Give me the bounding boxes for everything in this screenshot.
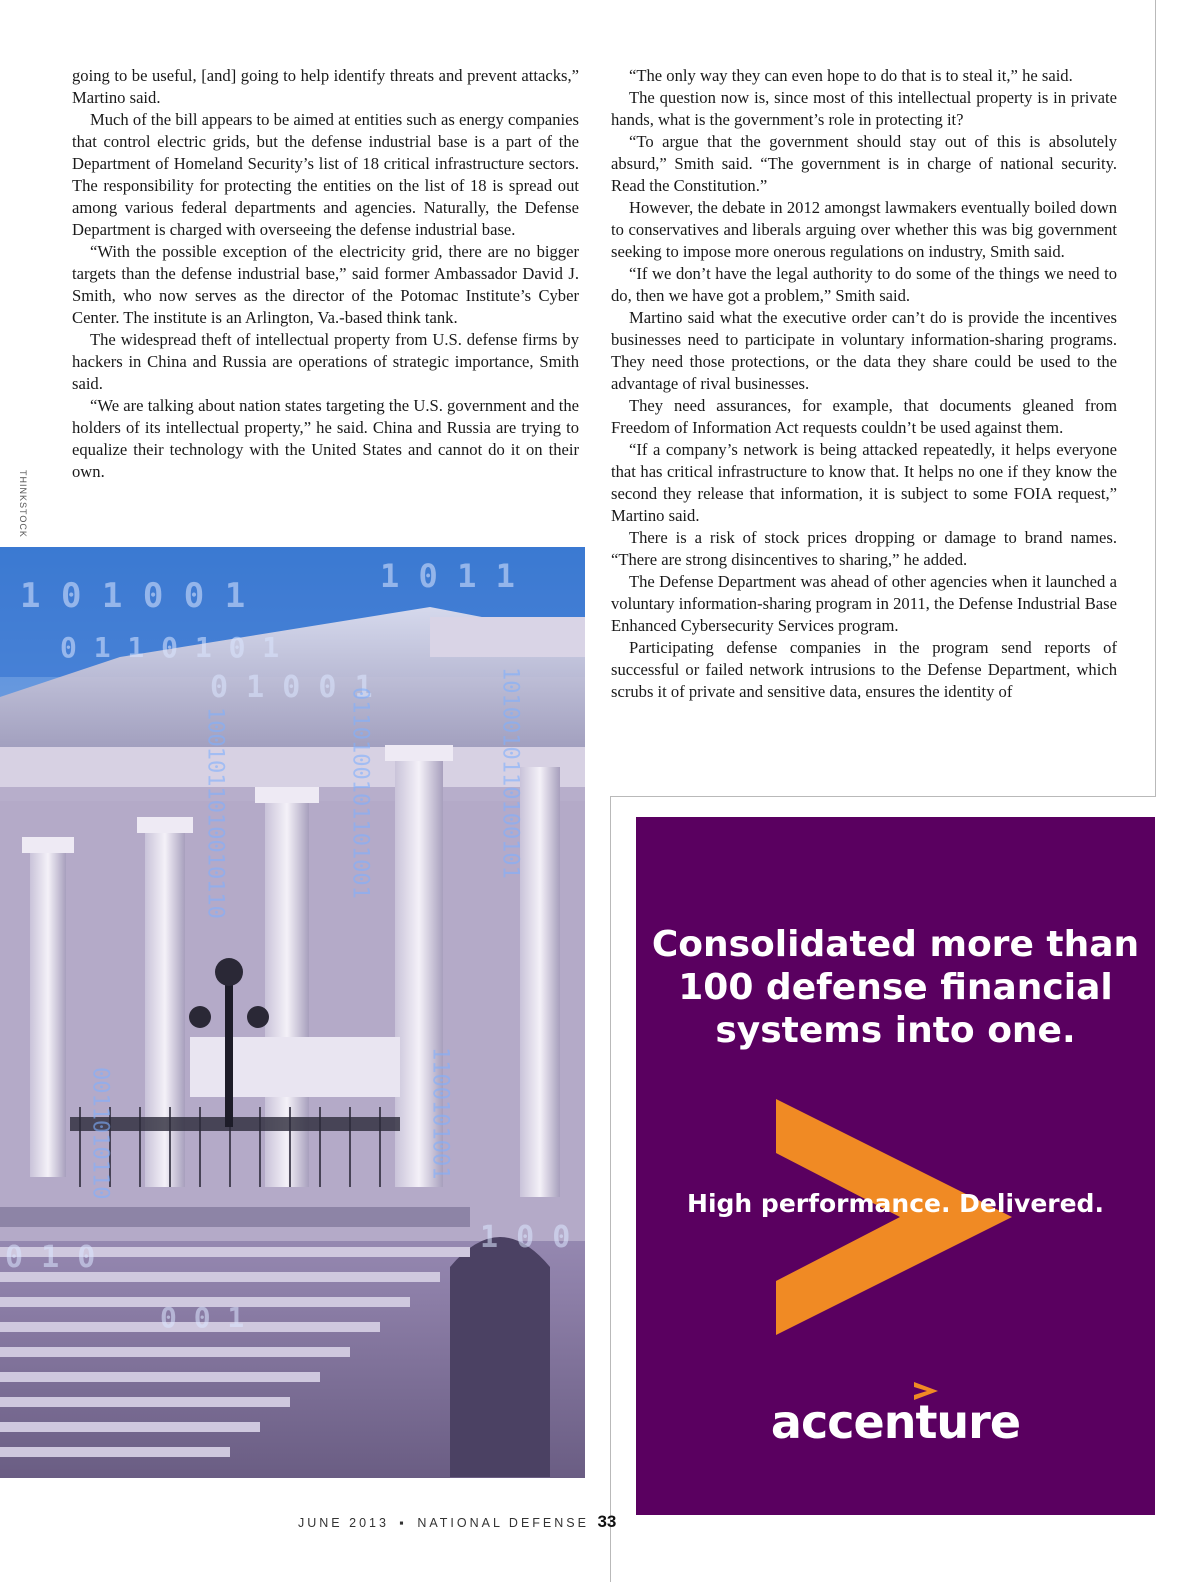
- svg-text:0 1 0 0 1: 0 1 0 0 1: [210, 670, 373, 705]
- paragraph: “With the possible exception of the electricity grid, there are no bigger targets than the defense industrial base,” said former Ambassador David J. Smith, who now serves as the director of the Potomac Institute’s Cyber Center. The institute is an Arlington, Va.-based think tank.: [72, 242, 579, 327]
- ad-border-top: [610, 796, 1156, 797]
- paragraph: The Defense Department was ahead of other agencies when it launched a voluntary information-sharing program in 2011, the Defense Industrial Base Enhanced Cybersecurity Services program.: [611, 572, 1117, 635]
- paragraph: “The only way they can even hope to do that is to steal it,” he said.: [629, 66, 1073, 85]
- svg-text:1 0 0: 1 0 0: [480, 1220, 571, 1255]
- ad-headline-line: systems into one.: [715, 1010, 1076, 1051]
- paragraph: The question now is, since most of this intellectual property is in private hands, what is the government’s role in protecting it?: [611, 88, 1117, 129]
- svg-text:1010010110100101: 1010010110100101: [497, 667, 523, 879]
- accenture-ad[interactable]: [636, 817, 1155, 1515]
- paragraph: Much of the bill appears to be aimed at entities such as energy companies that control electric grids, but the defense industrial base is a part of the Department of Homeland Security’s list of 18 critical infrastructure sectors. The responsibility for protecting the entities on the list of 18 is spread out among various federal departments and agencies. Naturally, the Defense Department is charged with overseeing the defense industrial base.: [72, 110, 579, 239]
- paragraph: “If a company’s network is being attacked repeatedly, it helps everyone that has critical infrastructure to know that. It helps no one if they know the second they release that information, it is subject to some FOIA request,” Martino said.: [611, 440, 1117, 525]
- capitol-binary-photo: [0, 547, 585, 1478]
- svg-text:1100101001: 1100101001: [427, 1047, 453, 1180]
- svg-text:1 0 1 1: 1 0 1 1: [380, 557, 515, 595]
- ad-tagline: High performance. Delivered.: [687, 1189, 1104, 1218]
- column: [145, 827, 185, 1187]
- svg-text:1001011010010110: 1001011010010110: [202, 707, 228, 919]
- page-divider: [1155, 0, 1156, 797]
- paragraph: The widespread theft of intellectual property from U.S. defense firms by hackers in China and Russia are operations of strategic importance, Smith said.: [72, 330, 579, 393]
- paragraph: “If we don’t have the legal authority to do some of the things we need to do, then we have got a problem,” Smith said.: [611, 264, 1117, 305]
- paragraph: going to be useful, [and] going to help identify threats and prevent attacks,” Martino said.: [72, 66, 579, 107]
- publication-name: NATIONAL DEFENSE: [417, 1516, 589, 1530]
- svg-text:0011010110: 0011010110: [87, 1067, 113, 1200]
- ad-headline: [636, 923, 1155, 1052]
- svg-text:0 0 1: 0 0 1: [160, 1301, 245, 1334]
- svg-text:0110100101101001: 0110100101101001: [347, 687, 373, 899]
- page-footer: [298, 1512, 616, 1532]
- column: [30, 847, 66, 1177]
- paragraph: There is a risk of stock prices dropping or damage to brand names. “There are strong disincentives to sharing,” he added.: [611, 528, 1117, 569]
- ad-border-left: [610, 796, 611, 1582]
- issue-date: JUNE 2013: [298, 1516, 389, 1530]
- photo-credit: THINKSTOCK: [18, 470, 28, 538]
- accenture-logo: accenture: [770, 1395, 1021, 1449]
- paragraph: Martino said what the executive order can’t do is provide the incentives businesses need to participate in voluntary information-sharing programs. They need those protections, or the data they share could be used to the advantage of rival businesses.: [611, 308, 1117, 393]
- ad-headline-line: Consolidated more than: [651, 924, 1140, 965]
- paragraph: Participating defense companies in the program send reports of successful or failed network intrusions to the Defense Department, which scrubs it of private and sensitive data, ensures the identity of: [611, 638, 1117, 701]
- paragraph: “We are talking about nation states targeting the U.S. government and the holders of its intellectual property,” he said. China and Russia are trying to equalize their technology with the United States and cannot do it on their own.: [72, 396, 579, 481]
- svg-text:1 0 1 0 0 1: 1 0 1 0 0 1: [20, 576, 246, 616]
- page-number: 33: [597, 1512, 617, 1531]
- paragraph: “To argue that the government should stay out of this is absolutely absurd,” Smith said. “The government is in charge of national security. Read the Constitution.”: [611, 132, 1117, 195]
- column: [520, 767, 560, 1197]
- ad-headline-line: 100 defense financial: [678, 967, 1113, 1008]
- paragraph: They need assurances, for example, that documents gleaned from Freedom of Information Act requests couldn’t be used against them.: [611, 396, 1117, 437]
- article-column-left: [72, 65, 579, 483]
- svg-text:0 1 1 0 1 0 1: 0 1 1 0 1 0 1: [60, 631, 280, 664]
- svg-text:0 1 0: 0 1 0: [5, 1240, 96, 1275]
- article-column-right: [611, 65, 1117, 703]
- footer-separator: ▪: [399, 1516, 407, 1530]
- paragraph: However, the debate in 2012 amongst lawmakers eventually boiled down to conservatives and liberals arguing over whether this was big government seeking to impose more onerous regulations on industry, Smith said.: [611, 198, 1117, 261]
